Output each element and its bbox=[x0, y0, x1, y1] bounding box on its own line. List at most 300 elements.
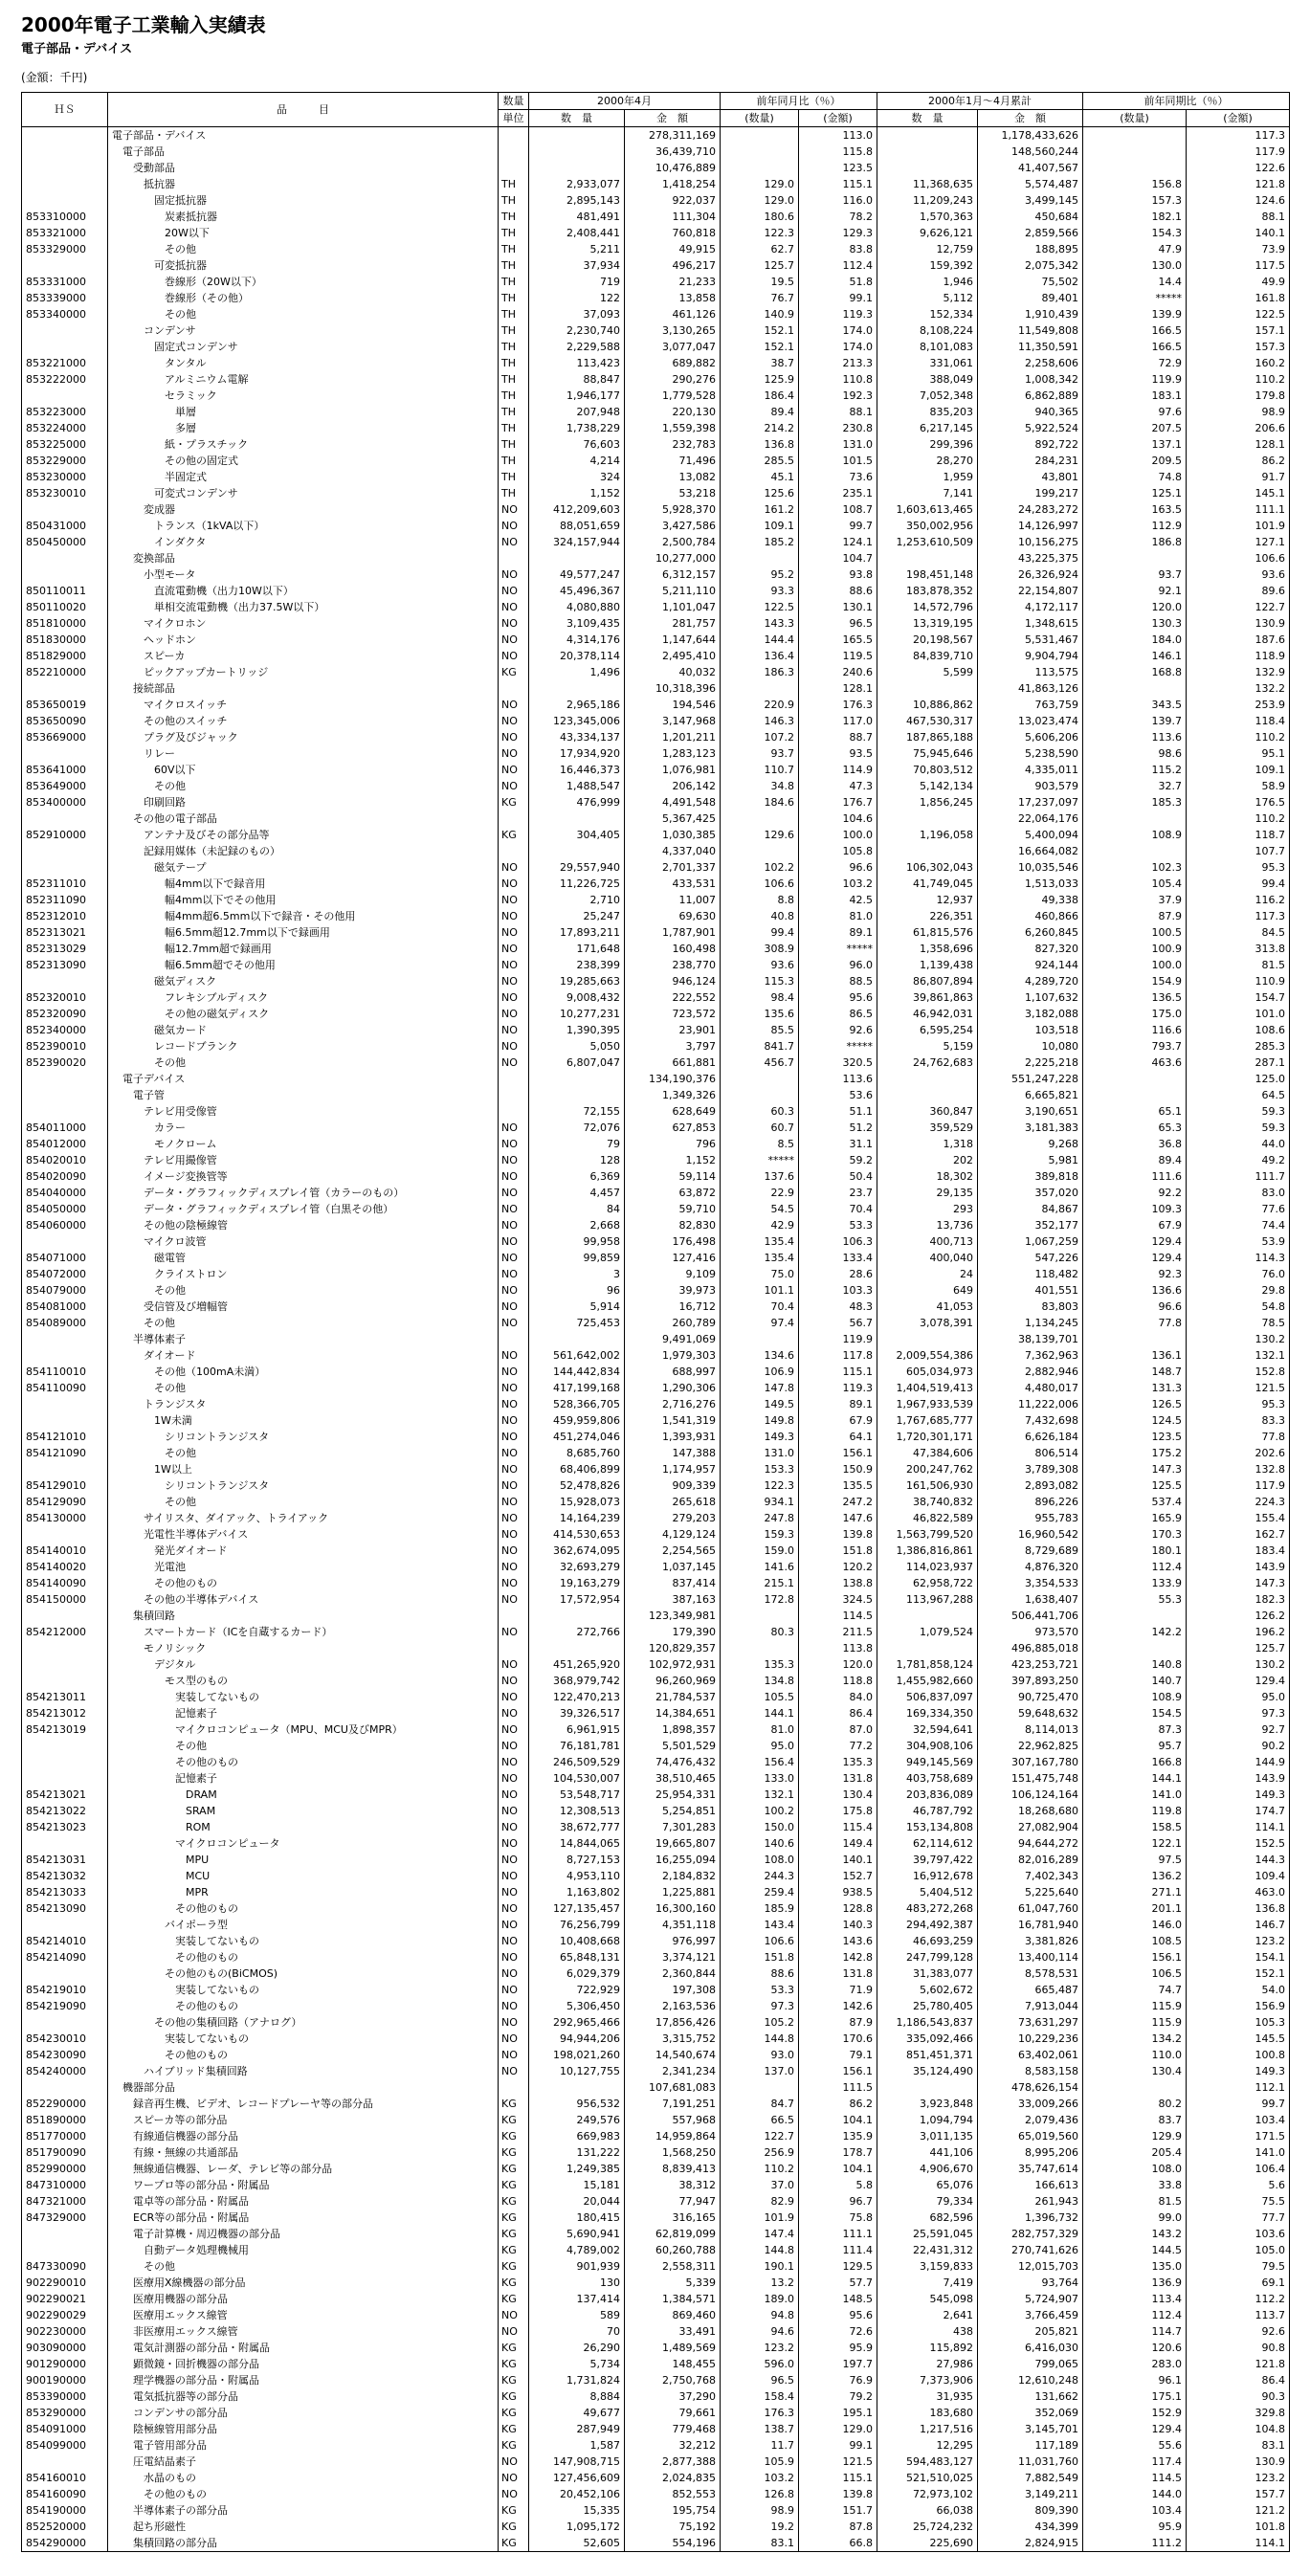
cell-quantity: 88,051,659 bbox=[529, 518, 625, 534]
cell-cum-quantity-pct: 37.9 bbox=[1083, 892, 1187, 908]
cell-item-name: レコードブランク bbox=[108, 1038, 499, 1055]
cell-item-name: その他 bbox=[108, 1315, 499, 1331]
cell-cum-amount-pct: 59.3 bbox=[1187, 1120, 1290, 1136]
cell-unit: NO bbox=[499, 713, 529, 729]
cell-amount: 1,568,250 bbox=[625, 2144, 721, 2161]
cell-cum-quantity: 115,892 bbox=[877, 2340, 978, 2356]
cell-amount: 2,716,276 bbox=[625, 1396, 721, 1412]
cell-amount: 37,290 bbox=[625, 2388, 721, 2405]
table-row bbox=[22, 1559, 1290, 1575]
unit-note: (金額：千円) bbox=[21, 71, 88, 84]
cell-amount-pct: 42.5 bbox=[799, 892, 877, 908]
cell-cum-quantity: 18,302 bbox=[877, 1168, 978, 1185]
cell-hs-code: 854140010 bbox=[22, 1543, 108, 1559]
cell-cum-amount: 5,574,487 bbox=[978, 176, 1083, 192]
cell-item-name: クライストロン bbox=[108, 1266, 499, 1282]
cell-amount-pct: 105.8 bbox=[799, 843, 877, 859]
cell-item-name: 電子管用部分品 bbox=[108, 2437, 499, 2454]
table-row bbox=[22, 2096, 1290, 2112]
cell-item-name: 可変抵抗器 bbox=[108, 257, 499, 274]
cell-hs-code: 854099000 bbox=[22, 2437, 108, 2454]
cell-cum-quantity-pct: 119.9 bbox=[1083, 371, 1187, 388]
cell-hs-code: 854121090 bbox=[22, 1445, 108, 1461]
cell-amount-pct: 106.3 bbox=[799, 1233, 877, 1250]
cell-cum-amount-pct: 145.5 bbox=[1187, 2031, 1290, 2047]
document-title: 2000年電子工業輸入実績表 bbox=[21, 13, 266, 36]
cell-unit: NO bbox=[499, 1917, 529, 1933]
cell-item-name: 半導体素子 bbox=[108, 1331, 499, 1347]
cell-quantity: 459,959,806 bbox=[529, 1412, 625, 1429]
cell-cum-amount: 4,876,320 bbox=[978, 1559, 1083, 1575]
cell-amount-pct: 175.8 bbox=[799, 1803, 877, 1819]
cell-amount-pct: 135.3 bbox=[799, 1754, 877, 1770]
cell-amount: 1,076,981 bbox=[625, 762, 721, 778]
cell-cum-amount-pct: 126.2 bbox=[1187, 1608, 1290, 1624]
table-row bbox=[22, 811, 1290, 827]
cell-amount: 134,190,376 bbox=[625, 1071, 721, 1087]
header-amount: 金 額 bbox=[625, 110, 721, 127]
cell-cum-amount-pct: 75.5 bbox=[1187, 2193, 1290, 2210]
cell-unit: NO bbox=[499, 762, 529, 778]
cell-amount-pct: 103.3 bbox=[799, 1282, 877, 1299]
cell-hs-code: 851790090 bbox=[22, 2144, 108, 2161]
cell-item-name: 磁気ディスク bbox=[108, 973, 499, 989]
cell-amount: 5,501,529 bbox=[625, 1738, 721, 1754]
cell-cum-amount: 827,320 bbox=[978, 941, 1083, 957]
cell-quantity-pct bbox=[721, 160, 799, 176]
cell-unit: TH bbox=[499, 241, 529, 257]
cell-cum-amount: 11,549,808 bbox=[978, 322, 1083, 339]
cell-amount: 23,901 bbox=[625, 1022, 721, 1038]
cell-quantity: 147,908,715 bbox=[529, 2454, 625, 2470]
cell-cum-amount-pct: 95.3 bbox=[1187, 859, 1290, 876]
cell-cum-quantity: 5,112 bbox=[877, 290, 978, 306]
table-header-row-1 bbox=[22, 93, 1290, 110]
cell-cum-quantity-pct: ***** bbox=[1083, 290, 1187, 306]
cell-quantity-pct bbox=[721, 1608, 799, 1624]
cell-unit: NO bbox=[499, 501, 529, 518]
cell-amount-pct: 111.4 bbox=[799, 2242, 877, 2258]
cell-item-name: 受信管及び増幅管 bbox=[108, 1299, 499, 1315]
cell-item-name: MPU bbox=[108, 1852, 499, 1868]
cell-cum-quantity: 521,510,025 bbox=[877, 2470, 978, 2486]
cell-amount: 148,455 bbox=[625, 2356, 721, 2372]
cell-quantity-pct: 8.5 bbox=[721, 1136, 799, 1152]
table-row bbox=[22, 1884, 1290, 1900]
cell-amount: 946,124 bbox=[625, 973, 721, 989]
cell-amount: 14,384,651 bbox=[625, 1705, 721, 1721]
cell-quantity: 324,157,944 bbox=[529, 534, 625, 550]
cell-cum-quantity: 28,270 bbox=[877, 453, 978, 469]
table-row bbox=[22, 241, 1290, 257]
cell-amount-pct: 71.9 bbox=[799, 1982, 877, 1998]
cell-unit: TH bbox=[499, 306, 529, 322]
cell-amount: 2,750,768 bbox=[625, 2372, 721, 2388]
cell-cum-amount: 5,981 bbox=[978, 1152, 1083, 1168]
cell-cum-quantity: 13,319,195 bbox=[877, 615, 978, 632]
cell-item-name: 磁気カード bbox=[108, 1022, 499, 1038]
cell-cum-quantity: 7,373,906 bbox=[877, 2372, 978, 2388]
cell-cum-quantity: 3,078,391 bbox=[877, 1315, 978, 1331]
cell-hs-code: 854140090 bbox=[22, 1575, 108, 1591]
cell-amount: 10,476,889 bbox=[625, 160, 721, 176]
cell-cum-quantity-pct: 14.4 bbox=[1083, 274, 1187, 290]
cell-item-name: 録音再生機、ビデオ、レコードプレーヤ等の部分品 bbox=[108, 2096, 499, 2112]
cell-hs-code: 854072000 bbox=[22, 1266, 108, 1282]
cell-quantity: 72,076 bbox=[529, 1120, 625, 1136]
cell-item-name: 巻線形（20W以下） bbox=[108, 274, 499, 290]
table-row bbox=[22, 2144, 1290, 2161]
cell-cum-amount: 9,904,794 bbox=[978, 648, 1083, 664]
table-row bbox=[22, 1965, 1290, 1982]
cell-cum-amount-pct: 147.3 bbox=[1187, 1575, 1290, 1591]
cell-hs-code: 854140020 bbox=[22, 1559, 108, 1575]
cell-cum-quantity-pct: 108.5 bbox=[1083, 1933, 1187, 1949]
cell-quantity: 53,548,717 bbox=[529, 1787, 625, 1803]
cell-quantity: 68,406,899 bbox=[529, 1461, 625, 1477]
table-row bbox=[22, 1331, 1290, 1347]
cell-cum-quantity-pct: 72.9 bbox=[1083, 355, 1187, 371]
cell-cum-amount-pct: 109.4 bbox=[1187, 1868, 1290, 1884]
table-row bbox=[22, 2421, 1290, 2437]
cell-hs-code bbox=[22, 144, 108, 160]
cell-amount: 77,947 bbox=[625, 2193, 721, 2210]
cell-cum-amount-pct: 143.9 bbox=[1187, 1770, 1290, 1787]
cell-unit: NO bbox=[499, 1510, 529, 1526]
cell-cum-amount-pct: 113.7 bbox=[1187, 2307, 1290, 2323]
cell-quantity-pct: 93.7 bbox=[721, 745, 799, 762]
cell-amount: 1,037,145 bbox=[625, 1559, 721, 1575]
cell-cum-quantity-pct: 135.0 bbox=[1083, 2258, 1187, 2275]
table-row bbox=[22, 192, 1290, 209]
cell-quantity-pct: 159.3 bbox=[721, 1526, 799, 1543]
cell-hs-code: 852910000 bbox=[22, 827, 108, 843]
table-row bbox=[22, 1103, 1290, 1120]
cell-amount: 1,384,571 bbox=[625, 2291, 721, 2307]
cell-cum-amount-pct: 146.7 bbox=[1187, 1917, 1290, 1933]
cell-item-name: 1W未満 bbox=[108, 1412, 499, 1429]
cell-cum-amount-pct: 121.8 bbox=[1187, 176, 1290, 192]
cell-amount-pct: 111.5 bbox=[799, 2079, 877, 2096]
cell-unit: TH bbox=[499, 469, 529, 485]
cell-quantity: 99,859 bbox=[529, 1250, 625, 1266]
cell-amount: 176,498 bbox=[625, 1233, 721, 1250]
cell-quantity-pct: 19.2 bbox=[721, 2519, 799, 2535]
cell-cum-amount-pct: 90.3 bbox=[1187, 2388, 1290, 2405]
cell-cum-amount: 1,910,439 bbox=[978, 306, 1083, 322]
cell-quantity: 1,946,177 bbox=[529, 388, 625, 404]
cell-quantity-pct bbox=[721, 1331, 799, 1347]
cell-cum-amount: 3,499,145 bbox=[978, 192, 1083, 209]
cell-unit: NO bbox=[499, 2014, 529, 2031]
cell-amount: 127,416 bbox=[625, 1250, 721, 1266]
cell-hs-code: 903090000 bbox=[22, 2340, 108, 2356]
cell-cum-quantity: 1,563,799,520 bbox=[877, 1526, 978, 1543]
cell-item-name: 半固定式 bbox=[108, 469, 499, 485]
cell-item-name: 60V以下 bbox=[108, 762, 499, 778]
cell-cum-amount: 1,178,433,626 bbox=[978, 127, 1083, 144]
cell-amount: 194,546 bbox=[625, 697, 721, 713]
cell-unit: KG bbox=[499, 2372, 529, 2388]
cell-cum-amount: 7,913,044 bbox=[978, 1998, 1083, 2014]
table-row bbox=[22, 501, 1290, 518]
cell-item-name: スピーカ等の部分品 bbox=[108, 2112, 499, 2128]
cell-hs-code: 854213022 bbox=[22, 1803, 108, 1819]
cell-cum-quantity-pct bbox=[1083, 1071, 1187, 1087]
cell-cum-amount-pct: 117.9 bbox=[1187, 144, 1290, 160]
cell-cum-amount: 547,226 bbox=[978, 1250, 1083, 1266]
table-row bbox=[22, 1494, 1290, 1510]
cell-amount-pct: 113.0 bbox=[799, 127, 877, 144]
cell-cum-quantity-pct: 131.3 bbox=[1083, 1380, 1187, 1396]
cell-quantity: 1,496 bbox=[529, 664, 625, 680]
cell-unit: KG bbox=[499, 2161, 529, 2177]
cell-unit: NO bbox=[499, 1803, 529, 1819]
cell-amount: 13,082 bbox=[625, 469, 721, 485]
cell-cum-quantity-pct bbox=[1083, 550, 1187, 566]
cell-amount-pct: 112.4 bbox=[799, 257, 877, 274]
cell-cum-quantity: 1,959 bbox=[877, 469, 978, 485]
cell-quantity: 2,965,186 bbox=[529, 697, 625, 713]
header-cumulative: 2000年1月～4月累計 bbox=[877, 93, 1083, 110]
cell-quantity: 10,127,755 bbox=[529, 2063, 625, 2079]
cell-quantity: 52,605 bbox=[529, 2535, 625, 2552]
cell-quantity-pct: 185.9 bbox=[721, 1900, 799, 1917]
cell-cum-amount: 106,124,164 bbox=[978, 1787, 1083, 1803]
table-row bbox=[22, 2340, 1290, 2356]
cell-hs-code: 852990000 bbox=[22, 2161, 108, 2177]
cell-cum-amount-pct: 104.8 bbox=[1187, 2421, 1290, 2437]
cell-quantity: 99,958 bbox=[529, 1233, 625, 1250]
cell-cum-amount-pct: 59.3 bbox=[1187, 1103, 1290, 1120]
cell-amount: 3,374,121 bbox=[625, 1949, 721, 1965]
table-row bbox=[22, 1982, 1290, 1998]
cell-amount: 39,973 bbox=[625, 1282, 721, 1299]
cell-cum-quantity-pct: 111.2 bbox=[1083, 2535, 1187, 2552]
cell-cum-quantity-pct bbox=[1083, 1608, 1187, 1624]
cell-cum-amount-pct: 114.1 bbox=[1187, 1819, 1290, 1835]
cell-cum-quantity-pct: 154.9 bbox=[1083, 973, 1187, 989]
cell-hs-code: 853340000 bbox=[22, 306, 108, 322]
cell-cum-amount-pct: 130.9 bbox=[1187, 2454, 1290, 2470]
cell-item-name: 電気計測器の部分品・附属品 bbox=[108, 2340, 499, 2356]
cell-hs-code: 851770000 bbox=[22, 2128, 108, 2144]
cell-amount-pct: 99.7 bbox=[799, 518, 877, 534]
cell-amount: 1,979,303 bbox=[625, 1347, 721, 1364]
cell-cum-amount-pct: 100.8 bbox=[1187, 2047, 1290, 2063]
cell-hs-code: 854240000 bbox=[22, 2063, 108, 2079]
cell-hs-code bbox=[22, 1461, 108, 1477]
cell-item-name: 電子部品 bbox=[108, 144, 499, 160]
cell-amount-pct: 192.3 bbox=[799, 388, 877, 404]
table-row bbox=[22, 778, 1290, 794]
cell-cum-amount-pct: 132.1 bbox=[1187, 1347, 1290, 1364]
cell-unit bbox=[499, 550, 529, 566]
cell-quantity: 19,163,279 bbox=[529, 1575, 625, 1591]
cell-unit: KG bbox=[499, 664, 529, 680]
cell-amount: 909,339 bbox=[625, 1477, 721, 1494]
cell-cum-amount: 73,631,297 bbox=[978, 2014, 1083, 2031]
cell-quantity-pct: 122.3 bbox=[721, 225, 799, 241]
cell-cum-quantity-pct: 55.6 bbox=[1083, 2437, 1187, 2454]
cell-quantity: 722,929 bbox=[529, 1982, 625, 1998]
cell-quantity: 4,789,002 bbox=[529, 2242, 625, 2258]
cell-amount-pct: ***** bbox=[799, 1038, 877, 1055]
cell-quantity: 4,314,176 bbox=[529, 632, 625, 648]
cell-cum-amount: 8,583,158 bbox=[978, 2063, 1083, 2079]
cell-cum-amount-pct: 156.9 bbox=[1187, 1998, 1290, 2014]
cell-cum-quantity-pct: 207.5 bbox=[1083, 420, 1187, 436]
cell-cum-amount-pct: 90.2 bbox=[1187, 1738, 1290, 1754]
cell-hs-code bbox=[22, 1770, 108, 1787]
cell-unit: KG bbox=[499, 2177, 529, 2193]
cell-cum-quantity-pct: 175.2 bbox=[1083, 1445, 1187, 1461]
cell-amount-pct: 47.3 bbox=[799, 778, 877, 794]
cell-cum-amount-pct: 110.2 bbox=[1187, 811, 1290, 827]
cell-amount-pct: 138.8 bbox=[799, 1575, 877, 1591]
cell-cum-quantity-pct: 74.7 bbox=[1083, 1982, 1187, 1998]
cell-cum-quantity: 299,396 bbox=[877, 436, 978, 453]
cell-quantity: 17,934,920 bbox=[529, 745, 625, 762]
cell-amount-pct: 115.1 bbox=[799, 176, 877, 192]
cell-unit bbox=[499, 1640, 529, 1656]
cell-unit: NO bbox=[499, 1136, 529, 1152]
cell-unit: NO bbox=[499, 941, 529, 957]
cell-unit: NO bbox=[499, 908, 529, 924]
cell-unit bbox=[499, 2079, 529, 2096]
cell-cum-amount-pct: 196.2 bbox=[1187, 1624, 1290, 1640]
header-cum-quantity-pct: (数量) bbox=[1083, 110, 1187, 127]
cell-cum-amount: 5,922,524 bbox=[978, 420, 1083, 436]
cell-cum-amount-pct: 144.9 bbox=[1187, 1754, 1290, 1770]
cell-cum-amount: 43,225,375 bbox=[978, 550, 1083, 566]
header-quantity: 数 量 bbox=[529, 110, 625, 127]
cell-cum-quantity-pct: 166.8 bbox=[1083, 1754, 1187, 1770]
cell-amount-pct: 156.1 bbox=[799, 1445, 877, 1461]
cell-quantity-pct: 144.1 bbox=[721, 1705, 799, 1721]
cell-cum-quantity: 70,803,512 bbox=[877, 762, 978, 778]
cell-quantity: 130 bbox=[529, 2275, 625, 2291]
cell-item-name: その他のもの bbox=[108, 1998, 499, 2014]
cell-cum-quantity: 65,076 bbox=[877, 2177, 978, 2193]
cell-amount: 147,388 bbox=[625, 1445, 721, 1461]
cell-amount: 723,572 bbox=[625, 1006, 721, 1022]
table-row bbox=[22, 2258, 1290, 2275]
cell-amount: 59,710 bbox=[625, 1201, 721, 1217]
cell-hs-code: 853650090 bbox=[22, 713, 108, 729]
cell-quantity: 324 bbox=[529, 469, 625, 485]
cell-unit: NO bbox=[499, 1721, 529, 1738]
cell-quantity: 528,366,705 bbox=[529, 1396, 625, 1412]
cell-unit: KG bbox=[499, 2210, 529, 2226]
cell-cum-amount-pct: 157.7 bbox=[1187, 2486, 1290, 2502]
cell-hs-code: 854219010 bbox=[22, 1982, 108, 1998]
cell-cum-quantity: 1,358,696 bbox=[877, 941, 978, 957]
cell-cum-quantity: 11,368,635 bbox=[877, 176, 978, 192]
cell-cum-amount-pct: 84.5 bbox=[1187, 924, 1290, 941]
cell-hs-code: 854230090 bbox=[22, 2047, 108, 2063]
cell-quantity: 79 bbox=[529, 1136, 625, 1152]
cell-item-name: その他のもの bbox=[108, 2047, 499, 2063]
cell-hs-code bbox=[22, 1673, 108, 1689]
cell-amount: 3,315,752 bbox=[625, 2031, 721, 2047]
cell-cum-quantity-pct: 136.5 bbox=[1083, 989, 1187, 1006]
cell-quantity-pct: 60.7 bbox=[721, 1120, 799, 1136]
cell-cum-amount: 10,229,236 bbox=[978, 2031, 1083, 2047]
cell-quantity: 451,265,920 bbox=[529, 1656, 625, 1673]
cell-cum-quantity-pct: 283.0 bbox=[1083, 2356, 1187, 2372]
cell-cum-quantity-pct: 100.5 bbox=[1083, 924, 1187, 941]
cell-quantity: 171,648 bbox=[529, 941, 625, 957]
cell-hs-code: 847329000 bbox=[22, 2210, 108, 2226]
cell-quantity: 3 bbox=[529, 1266, 625, 1282]
cell-quantity-pct: 19.5 bbox=[721, 274, 799, 290]
cell-unit: TH bbox=[499, 436, 529, 453]
cell-cum-quantity-pct: 119.8 bbox=[1083, 1803, 1187, 1819]
cell-cum-quantity-pct: 136.2 bbox=[1083, 1868, 1187, 1884]
cell-amount-pct: 142.8 bbox=[799, 1949, 877, 1965]
cell-cum-quantity: 12,295 bbox=[877, 2437, 978, 2454]
cell-item-name: 幅4mm以下でその他用 bbox=[108, 892, 499, 908]
cell-cum-quantity: 198,451,148 bbox=[877, 566, 978, 583]
cell-amount: 160,498 bbox=[625, 941, 721, 957]
table-row bbox=[22, 534, 1290, 550]
cell-cum-quantity-pct: 99.0 bbox=[1083, 2210, 1187, 2226]
cell-quantity-pct: 159.0 bbox=[721, 1543, 799, 1559]
cell-item-name: 変換部品 bbox=[108, 550, 499, 566]
cell-cum-quantity-pct bbox=[1083, 127, 1187, 144]
cell-unit: TH bbox=[499, 192, 529, 209]
cell-quantity: 725,453 bbox=[529, 1315, 625, 1331]
table-row bbox=[22, 908, 1290, 924]
cell-amount-pct: 139.8 bbox=[799, 2486, 877, 2502]
cell-item-name: マイクロホン bbox=[108, 615, 499, 632]
cell-item-name: その他のもの bbox=[108, 1949, 499, 1965]
cell-amount: 1,393,931 bbox=[625, 1429, 721, 1445]
cell-amount: 232,783 bbox=[625, 436, 721, 453]
cell-cum-quantity: 1,217,516 bbox=[877, 2421, 978, 2437]
cell-hs-code: 854089000 bbox=[22, 1315, 108, 1331]
table-row bbox=[22, 1949, 1290, 1965]
cell-quantity: 1,163,802 bbox=[529, 1884, 625, 1900]
cell-quantity: 29,557,940 bbox=[529, 859, 625, 876]
cell-item-name: その他の半導体デバイス bbox=[108, 1591, 499, 1608]
cell-quantity bbox=[529, 843, 625, 859]
cell-unit: NO bbox=[499, 1038, 529, 1055]
cell-hs-code: 853230000 bbox=[22, 469, 108, 485]
cell-amount-pct: 115.8 bbox=[799, 144, 877, 160]
cell-cum-amount: 10,156,275 bbox=[978, 534, 1083, 550]
table-row bbox=[22, 1282, 1290, 1299]
cell-hs-code: 854130000 bbox=[22, 1510, 108, 1526]
cell-cum-amount: 9,268 bbox=[978, 1136, 1083, 1152]
cell-hs-code: 852313090 bbox=[22, 957, 108, 973]
table-row bbox=[22, 2437, 1290, 2454]
cell-amount-pct: 133.4 bbox=[799, 1250, 877, 1266]
cell-unit: NO bbox=[499, 989, 529, 1006]
cell-cum-quantity: 39,797,422 bbox=[877, 1852, 978, 1868]
cell-hs-code: 854110010 bbox=[22, 1364, 108, 1380]
cell-quantity: 26,290 bbox=[529, 2340, 625, 2356]
cell-cum-quantity: 39,861,863 bbox=[877, 989, 978, 1006]
cell-cum-quantity-pct: 158.5 bbox=[1083, 1819, 1187, 1835]
cell-cum-amount: 151,475,748 bbox=[978, 1770, 1083, 1787]
cell-cum-quantity: 3,159,833 bbox=[877, 2258, 978, 2275]
cell-unit: NO bbox=[499, 1868, 529, 1884]
cell-amount: 107,681,083 bbox=[625, 2079, 721, 2096]
cell-cum-amount: 90,725,470 bbox=[978, 1689, 1083, 1705]
cell-hs-code: 853400000 bbox=[22, 794, 108, 811]
